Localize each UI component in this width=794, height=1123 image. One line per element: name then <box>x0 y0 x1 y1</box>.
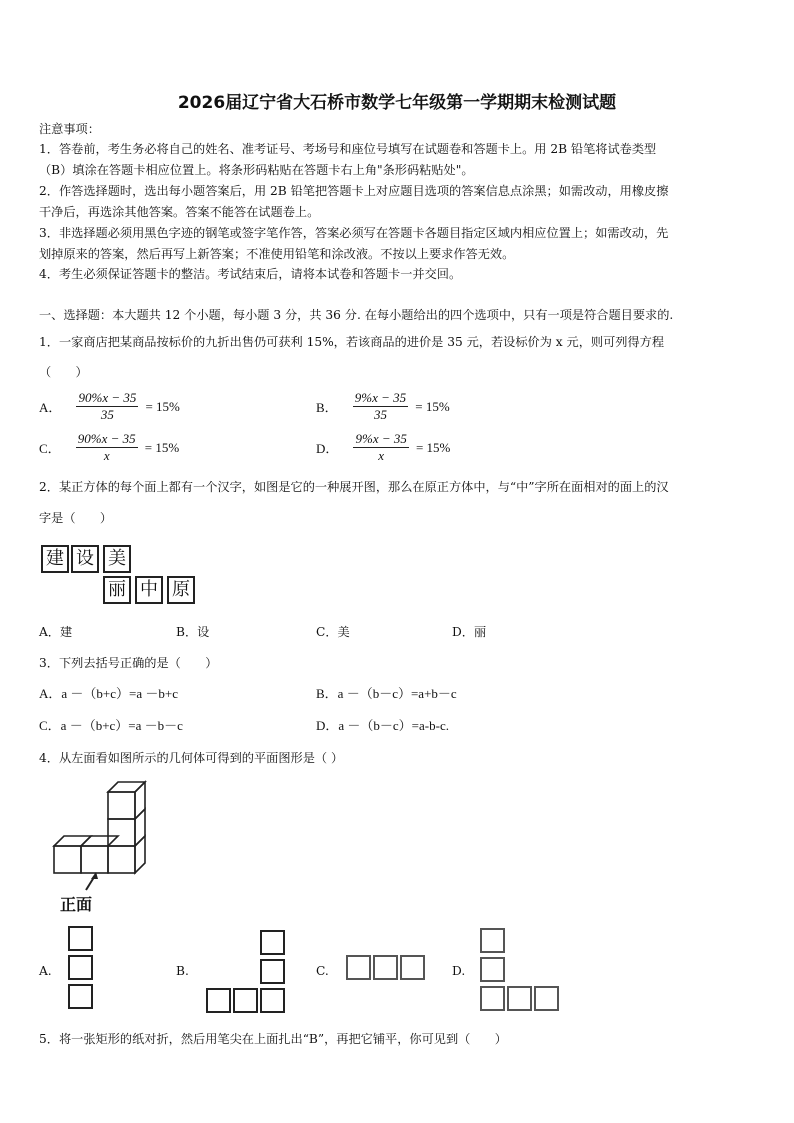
notice-line: 4．考生必须保证答题卡的整洁。考试结束后，请将本试卷和答题卡一并交回。 <box>39 267 462 281</box>
option-a-label: A. <box>39 964 52 978</box>
option-label: A． <box>39 400 62 415</box>
notice-line: 2．作答选择题时，选出每小题答案后，用 2B 铅笔把答题卡上对应题目选项的答案信息点涂黑；如需改动，用橡皮擦 <box>39 184 669 198</box>
net-cell: 原 <box>167 576 195 604</box>
numerator: 90%x − 35 <box>77 431 136 446</box>
numerator: 90%x − 35 <box>78 390 137 405</box>
equation-rhs: = 15% <box>145 398 180 414</box>
option-d: D．丽 <box>452 625 487 639</box>
option-d: D．a －（b－c）=a-b-c. <box>316 718 449 733</box>
numerator: 9%x − 35 <box>355 431 407 446</box>
question-stem-cont: 字是（ ） <box>39 511 113 525</box>
option-b <box>316 390 450 423</box>
option-label: B． <box>316 400 338 415</box>
notice-heading: 注意事项： <box>39 122 100 136</box>
net-cell: 建 <box>41 545 69 573</box>
net-cell: 中 <box>135 576 163 604</box>
equation-rhs: = 15% <box>415 398 450 414</box>
notice-line: 1．答卷前，考生务必将自己的姓名、准考证号、考场号和座位号填写在试题卷和答题卡上。用 2B 铅笔将试卷类型 <box>39 142 657 156</box>
net-cell: 设 <box>71 545 99 573</box>
option-d-label: D. <box>452 964 466 978</box>
option-c: C．a －（b+c）=a －b－c <box>39 718 183 733</box>
denominator: x <box>103 448 110 463</box>
fraction <box>76 431 138 464</box>
denominator: 35 <box>100 407 114 422</box>
question-stem: 4．从左面看如图所示的几何体可得到的平面图形是（ ） <box>39 751 344 765</box>
option-a: A．a －（b+c）=a －b+c <box>39 686 178 701</box>
option-c: C．美 <box>316 625 350 639</box>
option-b: B．设 <box>176 625 210 639</box>
denominator: 35 <box>373 407 387 422</box>
fraction <box>353 431 408 464</box>
option-a: A．建 <box>39 625 73 639</box>
notice-line: 划掉原来的答案，然后再写上新答案；不准使用铅笔和涂改液。不按以上要求作答无效。 <box>39 247 515 261</box>
question-stem: 1．一家商店把某商品按标价的九折出售仍可获利 15%，若该商品的进价是 35 元，若设标价为 x 元，则可列得方程 <box>39 335 665 349</box>
equation-rhs: = 15% <box>415 439 451 455</box>
option-d <box>316 431 450 464</box>
question-stem: 3．下列去括号正确的是（ ） <box>39 656 218 670</box>
page-title: 2026届辽宁省大石桥市数学七年级第一学期期末检测试题 <box>177 93 617 113</box>
option-label: D． <box>316 441 339 456</box>
net-cell: 丽 <box>103 576 131 604</box>
option-c-label: C. <box>316 964 329 978</box>
net-cell: 美 <box>103 545 131 573</box>
fraction <box>353 390 408 423</box>
option-label: C． <box>39 441 61 456</box>
fraction <box>76 390 138 423</box>
option-a <box>39 390 180 423</box>
notice-line: 干净后，再选涂其他答案。答案不能答在试题卷上。 <box>39 205 320 219</box>
notice-line: 3．非选择题必须用黑色字迹的钢笔或签字笔作答，答案必须写在答题卡各题目指定区域内相应位置上；如需改动，先 <box>39 226 669 240</box>
section-heading: 一、选择题：本大题共 12 个小题，每小题 3 分，共 36 分. 在每小题给出的四个选项中，只有一项是符合题目要求的. <box>39 308 674 322</box>
cube-net <box>41 545 201 607</box>
front-label: 正面 <box>60 895 93 914</box>
option-b-label: B. <box>176 964 189 978</box>
answer-paren: （ ） <box>39 365 88 379</box>
question-stem: 5．将一张矩形的纸对折，然后用笔尖在上面扎出“B”，再把它铺平，你可见到（ ） <box>39 1032 507 1046</box>
denominator: x <box>378 448 385 463</box>
option-c <box>39 431 179 464</box>
question-stem: 2．某正方体的每个面上都有一个汉字，如图是它的一种展开图，那么在原正方体中，与“中”字所在面相对的面上的汉 <box>39 480 669 494</box>
numerator: 9%x − 35 <box>354 390 407 405</box>
equation-rhs: = 15% <box>144 439 180 455</box>
option-b: B．a －（b－c）=a+b－c <box>316 686 457 701</box>
notice-line: （B）填涂在答题卡相应位置上。将条形码粘贴在答题卡右上角"条形码粘贴处"。 <box>39 163 474 177</box>
